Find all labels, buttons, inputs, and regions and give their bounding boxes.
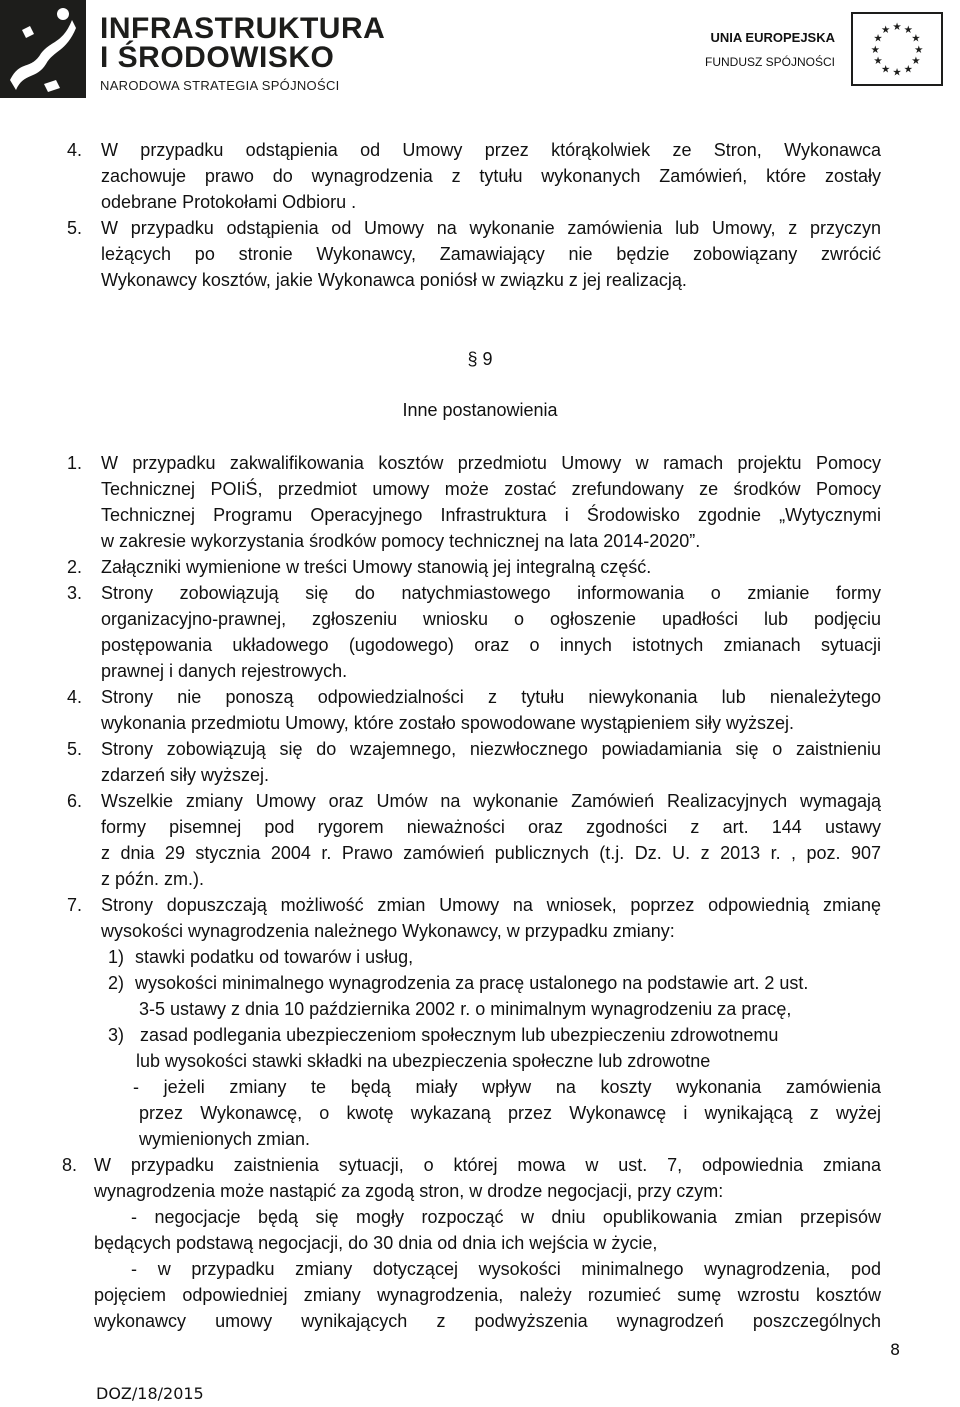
eu-flag-icon (851, 12, 943, 86)
paragraph-symbol: § (467, 349, 478, 369)
text-line: Wykonawcy kosztów, jakie Wykonawca poniósł w związku z jej realizacją. (101, 270, 687, 290)
text-line: Strony dopuszczają możliwość zmian Umowy na wniosek, poprzez odpowiednią zmianę (101, 895, 881, 915)
item-text (101, 580, 881, 684)
item-text (94, 1152, 881, 1334)
text-line: postępowania układowego (ugodowego) oraz o innych istotnych zmianach sytuacji (101, 635, 881, 655)
text-line: W przypadku odstąpienia od Umowy przez którąkolwiek ze Stron, Wykonawca (101, 140, 881, 160)
sub-item-text (136, 1022, 881, 1074)
text-line: stawki podatku od towarów i usług, (135, 947, 414, 967)
text-line: lub wysokości stawki składki na ubezpieczenia społeczne lub zdrowotne (136, 1051, 711, 1071)
text-line: - negocjacje będą się mogły rozpocząć w dniu opublikowania zmian przepisów (131, 1207, 881, 1227)
logo-title-line1: INFRASTRUKTURA (100, 12, 386, 45)
item-number: 4. (67, 687, 83, 707)
svg-text:★: ★ (873, 55, 883, 68)
text-line: zasad podlegania ubezpieczeniom społecznym lub ubezpieczeniu zdrowotnemu (140, 1025, 779, 1045)
item-number: 2. (67, 557, 83, 577)
item-number: 5. (67, 218, 83, 238)
text-line: leżących po stronie Wykonawcy, Zamawiający nie będzie zobowiązany zwrócić (101, 244, 881, 264)
item-number: 7. (67, 895, 83, 915)
text-line: wykonania przedmiotu Umowy, które zostało spowodowane wystąpieniem siły wyższej. (101, 713, 794, 733)
sub-item-text (135, 970, 881, 1022)
item-number: 5. (67, 739, 83, 759)
item-text (101, 788, 881, 892)
text-line: Strony zobowiązują się do wzajemnego, niezwłocznego powiadamiania się o zaistnieniu (101, 739, 881, 759)
item-text (101, 215, 881, 293)
svg-text:★: ★ (870, 43, 880, 56)
text-line: zachowuje prawo do wynagrodzenia z tytułu wykonanych Zamówień, które zostały (101, 166, 881, 186)
text-line: wymienionych zmian. (139, 1129, 311, 1149)
item-text (101, 450, 881, 554)
section-number (0, 346, 960, 372)
text-line: W przypadku zakwalifikowania kosztów przedmiotu Umowy w ramach projektu Pomocy (101, 453, 881, 473)
text-line: Załączniki wymienione w treści Umowy stanowią jej integralną część. (101, 557, 652, 577)
section-number-value: 9 (482, 349, 493, 369)
item-text (101, 892, 881, 944)
item-text (101, 554, 881, 580)
svg-text:★: ★ (914, 43, 924, 56)
text-line: Technicznej Programu Operacyjnego Infrastruktura i Środowisko zgodnie „Wytycznymi (101, 505, 881, 525)
text-line: z późn. zm.). (101, 869, 205, 889)
item-text (101, 137, 881, 215)
logo-title-line2: I ŚRODOWISKO (100, 41, 335, 74)
text-line: - jeżeli zmiany te będą miały wpływ na koszty wykonania zamówienia (133, 1077, 881, 1097)
eu-title: UNIA EUROPEJSKA (710, 30, 835, 45)
text-line: Strony zobowiązują się do natychmiastowego informowania o zmianie formy (101, 583, 881, 603)
text-line: W przypadku odstąpienia od Umowy na wykonanie zamówienia lub Umowy, z przyczyn (101, 218, 881, 238)
sub-item-number: 2) (108, 973, 125, 993)
item-number: 6. (67, 791, 83, 811)
sub-item-number: 1) (108, 947, 125, 967)
svg-text:★: ★ (880, 23, 891, 36)
text-line: wysokości minimalnego wynagrodzenia za pracę ustalonego na podstawie art. 2 ust. (135, 973, 809, 993)
sub-item-text (135, 944, 881, 970)
section-title: Inne postanowienia (402, 400, 558, 420)
eu-label (705, 29, 835, 70)
item-text (101, 684, 881, 736)
text-line: przez Wykonawcę, o kwotę wykazaną przez Wykonawcę i wynikającą z wyżej (139, 1103, 881, 1123)
text-line: będących podstawą negocjacji, do 30 dnia od dnia ich wejścia w życie, (94, 1233, 658, 1253)
document-reference: DOZ/18/2015 (96, 1384, 204, 1403)
svg-text:★: ★ (880, 63, 891, 76)
text-line: wynagrodzenia może nastąpić za zgodą stron, w drodze negocjacji, przy czym: (94, 1181, 724, 1201)
text-line: pojęciem odpowiedniej zmiany wynagrodzenia, należy rozumieć sumę wzrostu kosztów (94, 1285, 881, 1305)
svg-text:★: ★ (892, 66, 902, 79)
svg-text:★: ★ (892, 21, 902, 34)
text-line: Technicznej POIiŚ, przedmiot umowy może zostać zrefundowany ze środków Pomocy (101, 479, 881, 499)
text-line: odebrane Protokołami Odbioru . (101, 192, 357, 212)
text-line: wysokości wynagrodzenia należnego Wykonawcy, w przypadku zmiany: (101, 921, 675, 941)
item-number: 4. (67, 140, 83, 160)
svg-text:★: ★ (903, 63, 914, 76)
eu-fund: FUNDUSZ SPÓJNOŚCI (704, 55, 835, 69)
text-line: organizacyjno-prawnej, zgłoszeniu wniosku o ogłoszenie upadłości lub podjęciu (101, 609, 881, 629)
text-line: W przypadku zaistnienia sytuacji, o której mowa w ust. 7, odpowiednia zmiana (94, 1155, 881, 1175)
logo-subtitle: NARODOWA STRATEGIA SPÓJNOŚCI (100, 78, 340, 93)
text-line: wykonawcy umowy wynikających z podwyższenia wynagrodzeń poszczególnych (94, 1311, 881, 1331)
text-line: w zakresie wykorzystania środków pomocy technicznej na lata 2014-2020”. (101, 531, 701, 551)
svg-text:★: ★ (911, 55, 921, 68)
text-line: z dnia 29 stycznia 2004 r. Prawo zamówień publicznych (t.j. Dz. U. z 2013 r. , poz. 907 (101, 843, 881, 863)
page-header (0, 0, 960, 100)
text-line: zdarzeń siły wyższej. (101, 765, 270, 785)
item-number: 1. (67, 453, 83, 473)
sub-item-number: 3) (108, 1025, 125, 1045)
text-line: 3-5 ustawy z dnia 10 października 2002 r. o minimalnym wynagrodzeniu za pracę, (139, 999, 792, 1019)
svg-text:★: ★ (903, 23, 914, 36)
text-line: - w przypadku zmiany dotyczącej wysokości minimalnego wynagrodzenia, pod (131, 1259, 881, 1279)
item-number: 8. (62, 1155, 78, 1175)
text-line: prawnej i danych rejestrowych. (101, 661, 348, 681)
dash-text (133, 1074, 881, 1152)
svg-text:★: ★ (911, 32, 921, 45)
text-line: Strony nie ponoszą odpowiedzialności z tytułu niewykonania lub nienależytego (101, 687, 881, 707)
item-text (101, 736, 881, 788)
svg-text:★: ★ (873, 32, 883, 45)
infrastruktura-emblem-icon (0, 0, 86, 98)
text-line: Wszelkie zmiany Umowy oraz Umów na wykonanie Zamówień Realizacyjnych wymagają (101, 791, 881, 811)
text-line: formy pisemnej pod rygorem nieważności oraz zgodności z art. 144 ustawy (101, 817, 881, 837)
item-number: 3. (67, 583, 83, 603)
programme-logo (100, 14, 385, 94)
page-number: 8 (890, 1340, 901, 1359)
